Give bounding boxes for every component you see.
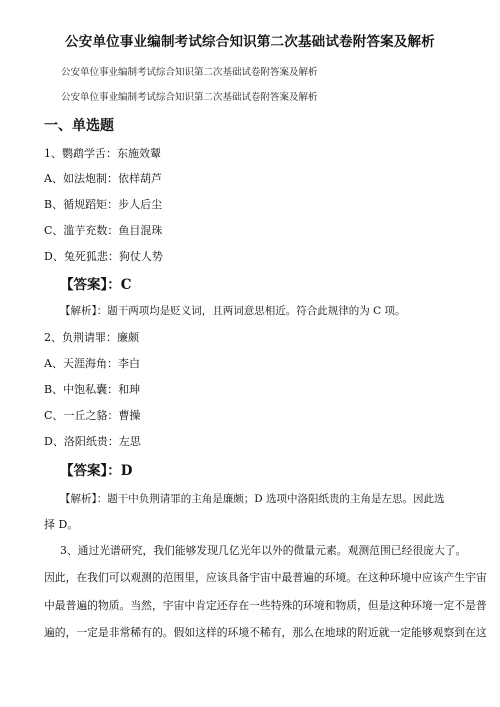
answer-value: D (120, 463, 133, 479)
question-3-paragraph-line: 因此，在我们可以观测的范围里，应该具备宇宙中最普遍的环境。在这种环境中应该产生宇宙 (44, 571, 487, 584)
question-1-option-d: D、兔死狐悲：狗仗人势 (44, 250, 163, 263)
document-subtitle: 公安单位事业编制考试综合知识第二次基础试卷附答案及解析 (61, 92, 318, 103)
question-2-option-d: D、洛阳纸贵：左思 (44, 435, 141, 448)
document-subtitle: 公安单位事业编制考试综合知识第二次基础试卷附答案及解析 (61, 67, 318, 78)
question-1-stem: 1、鹦鹉学舌：东施效颦 (44, 147, 161, 160)
question-2-answer (60, 459, 132, 479)
question-3-paragraph-line: 3、通过光谱研究，我们能够发现几亿光年以外的微量元素。观测范围已经很庞大了。 (60, 544, 467, 557)
question-2-option-b: B、中饱私囊：和珅 (44, 383, 141, 396)
question-2-stem: 2、负荆请罪：廉颇 (44, 331, 139, 344)
question-1-option-b: B、循规蹈矩：步人后尘 (44, 198, 163, 211)
answer-value: C (120, 277, 132, 293)
question-3-paragraph-line: 中最普遍的物质。当然，宇宙中肯定还存在一些特殊的环境和物质，但是这种环境一定不是普 (44, 599, 487, 612)
question-2-option-c: C、一丘之貉：曹操 (44, 409, 141, 422)
question-1-option-a: A、如法炮制：依样葫芦 (44, 172, 162, 185)
section-heading: 一、单选题 (44, 118, 114, 134)
answer-label: 【答案】： (60, 277, 121, 293)
question-1-answer (60, 273, 132, 293)
question-3-paragraph-line: 遍的，一定是非常稀有的。假如这样的环境不稀有，那么在地球的附近就一定能够观察到在这 (44, 626, 487, 639)
question-2-option-a: A、天涯海角：李白 (44, 357, 140, 370)
question-1-explanation: 【解析】：题干两项均是贬义词，且两词意思相近。符合此规律的为 C 项。 (60, 305, 406, 317)
answer-label: 【答案】： (60, 463, 121, 479)
question-1-option-c: C、滥芋充数：鱼目混珠 (44, 224, 163, 237)
document-title: 公安单位事业编制考试综合知识第二次基础试卷附答案及解析 (65, 34, 435, 50)
question-2-explanation-continued: 择 D。 (44, 518, 79, 531)
question-2-explanation: 【解析】：题干中负荆请罪的主角是廉颇；D 选项中洛阳纸贵的主角是左思。因此选 (60, 493, 445, 505)
